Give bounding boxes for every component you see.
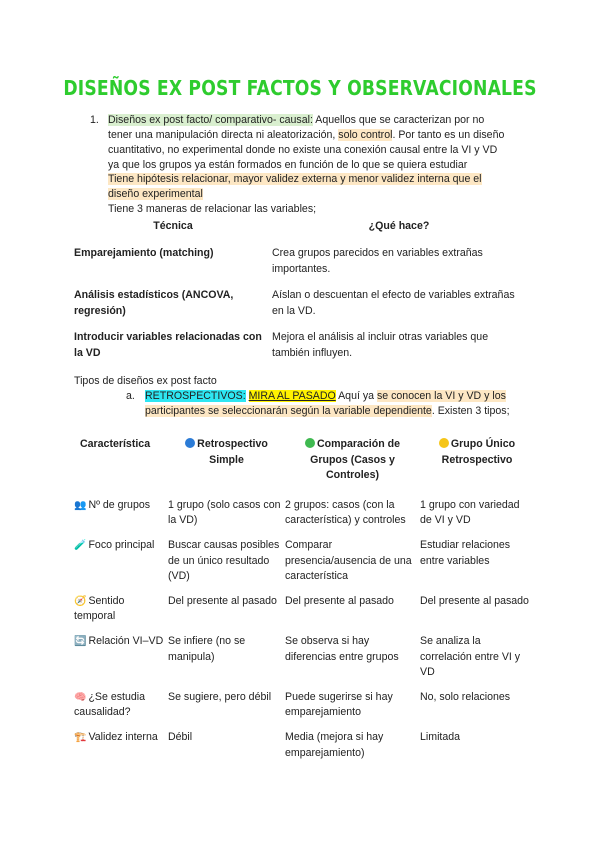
table-row <box>74 288 526 330</box>
blue-circle-icon <box>185 438 195 448</box>
table-row <box>74 330 526 372</box>
item1-line1-text: Aquellos que se caracterizan por no <box>312 114 485 126</box>
simple-cell: Buscar causas posibles de un único resultado (VD) <box>168 538 280 583</box>
item1-line2-end: . Por tanto es un diseño <box>392 129 505 141</box>
header-comparacion-grupos-label: Comparación de Grupos (Casos y Controles) <box>310 438 400 482</box>
green-circle-icon <box>305 438 315 448</box>
desc-cell: Mejora el análisis al incluir otras variables que también influyen. <box>272 331 489 359</box>
construction-icon: 🏗️ <box>74 731 87 743</box>
characteristic-label: Validez interna <box>88 730 158 743</box>
mira-al-pasado-highlight: MIRA AL PASADO <box>248 390 336 402</box>
characteristic-cell <box>74 690 168 730</box>
comparison-cell: Puede sugerirse si hay emparejamiento <box>285 690 393 719</box>
tech-cell: Introducir variables relacionadas con la VD <box>74 331 262 359</box>
item1-line2 <box>108 128 504 144</box>
single-group-cell: 1 grupo con variedad de VI y VD <box>420 498 520 527</box>
retrospective-types-table <box>74 437 534 770</box>
item1-line1 <box>108 113 484 129</box>
single-group-cell: Limitada <box>420 730 461 743</box>
table-row <box>74 634 534 690</box>
table-row <box>74 730 534 770</box>
tipos-line1-text: Aquí ya <box>335 390 377 402</box>
people-icon: 👥 <box>74 499 87 511</box>
comparison-cell: Media (mejora si hay emparejamiento) <box>285 730 384 759</box>
characteristic-label: ¿Se estudia causalidad? <box>74 690 145 719</box>
header-retrospectivo-simple <box>168 437 285 498</box>
item1-line4: ya que los grupos ya están formados en función de lo que se quiera estudiar <box>108 159 468 171</box>
conocen-highlight: se conocen la VI y VD y los <box>376 390 506 402</box>
characteristic-cell <box>74 594 168 634</box>
single-group-cell: Del presente al pasado <box>420 594 529 607</box>
tipos-heading: Tipos de diseños ex post facto <box>74 375 217 387</box>
single-group-cell: Estudiar relaciones entre variables <box>420 538 511 567</box>
design-definition-term: Diseños ex post facto/ comparativo- causal: <box>108 114 313 126</box>
tipos-line2-end: . Existen 3 tipos; <box>431 405 510 417</box>
header-retrospectivo-simple-label: Retrospectivo Simple <box>197 438 268 466</box>
item1-line2-text: tener una manipulación directa ni aleatorización, <box>108 129 339 141</box>
retrospectivos-label: RETROSPECTIVOS: <box>145 390 246 402</box>
simple-cell: Se sugiere, pero débil <box>168 690 272 703</box>
header-que-hace: ¿Qué hace? <box>368 220 430 232</box>
comparison-cell: Del presente al pasado <box>285 594 394 607</box>
item1-line7: Tiene 3 maneras de relacionar las variables; <box>108 203 317 215</box>
header-caracteristica: Característica <box>80 438 151 450</box>
cycle-icon: 🔄 <box>74 635 87 647</box>
comparison-cell: Se observa si hay diferencias entre grupos <box>285 634 399 663</box>
header-comparacion-grupos <box>285 437 420 498</box>
hypothesis-highlight: Tiene hipótesis relacionar, mayor validez externa y menor validez interna que el <box>108 173 482 185</box>
sub-letter: a. <box>126 390 135 402</box>
list-number: 1. <box>90 114 99 126</box>
comparison-cell: Comparar presencia/ausencia de una característica <box>285 538 412 583</box>
tipos-line2 <box>145 404 510 420</box>
simple-cell: Del presente al pasado <box>168 594 277 607</box>
header-grupo-unico-label: Grupo Único Retrospectivo <box>441 438 516 466</box>
characteristic-label: Sentido temporal <box>74 594 125 623</box>
table-row <box>74 246 526 288</box>
characteristic-cell <box>74 498 168 538</box>
header-grupo-unico <box>420 437 534 498</box>
tech-cell: Emparejamiento (matching) <box>74 247 214 259</box>
table-row <box>74 594 534 634</box>
simple-cell: 1 grupo (solo casos con la VD) <box>168 498 281 527</box>
characteristic-cell <box>74 538 168 594</box>
table-row <box>74 498 534 538</box>
characteristic-cell <box>74 634 168 690</box>
simple-cell: Se infiere (no se manipula) <box>168 634 246 663</box>
yellow-circle-icon <box>439 438 449 448</box>
compass-icon: 🧭 <box>74 595 87 607</box>
test-tube-icon: 🧪 <box>74 539 87 551</box>
table-header-row <box>74 437 534 498</box>
desc-cell: Aíslan o descuentan el efecto de variables extrañas en la VD. <box>272 289 515 317</box>
characteristic-cell <box>74 730 168 770</box>
brain-icon: 🧠 <box>74 691 87 703</box>
table-row <box>74 690 534 730</box>
characteristic-label: Nº de grupos <box>88 498 151 511</box>
table-row <box>74 538 534 594</box>
item1-line5 <box>108 172 482 188</box>
table-header-row <box>74 218 526 246</box>
hypothesis-highlight-cont: diseño experimental <box>108 188 203 200</box>
single-group-cell: No, solo relaciones <box>420 690 511 703</box>
participantes-highlight: participantes se seleccionarán según la variable dependiente <box>145 405 432 417</box>
item1-line3: cuantitativo, no experimental donde no existe una conexión causal entre la VI y VD <box>108 144 498 156</box>
techniques-table <box>74 218 526 373</box>
simple-cell: Débil <box>168 730 193 743</box>
tech-cell: Análisis estadísticos (ANCOVA, regresión) <box>74 289 234 317</box>
single-group-cell: Se analiza la correlación entre VI y VD <box>420 634 521 679</box>
desc-cell: Crea grupos parecidos en variables extrañas importantes. <box>272 247 483 275</box>
comparison-cell: 2 grupos: casos (con la característica) y controles <box>285 498 406 527</box>
tipos-line1 <box>145 389 506 405</box>
solo-control-highlight: solo control <box>338 129 393 141</box>
item1-line6 <box>108 187 203 203</box>
characteristic-label: Foco principal <box>88 538 155 551</box>
characteristic-label: Relación VI–VD <box>88 634 164 647</box>
page-title: DISEÑOS EX POST FACTOS Y OBSERVACIONALES <box>63 76 537 100</box>
header-tecnica: Técnica <box>153 220 193 232</box>
